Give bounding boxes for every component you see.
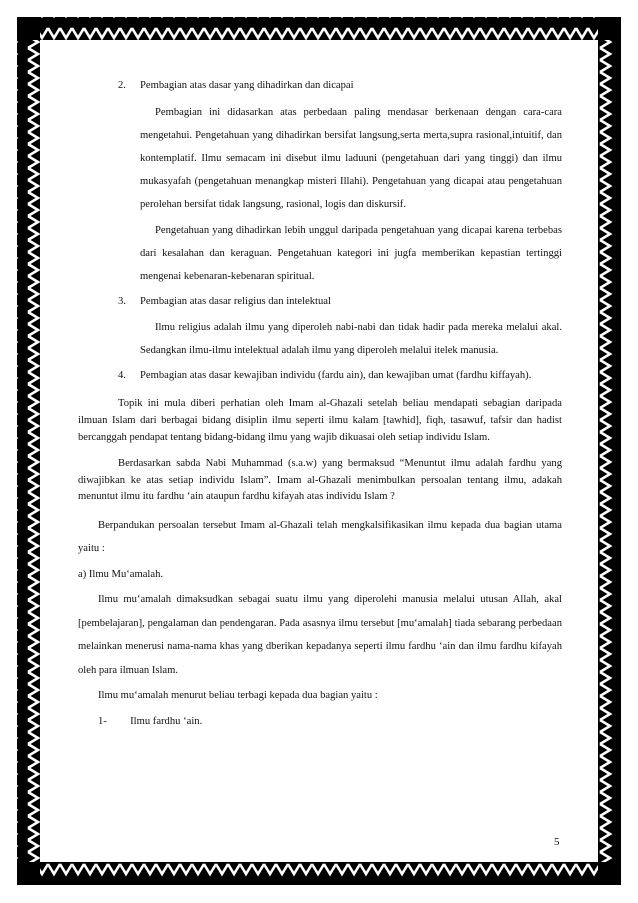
list-item-fardhu-ain (78, 710, 562, 734)
paragraph-topik: Topik ini mula diberi perhatian oleh Imam al-Ghazali setelah beliau mendapati sebagian daripada ilmuan Islam dari berbagai bidang disiplin ilmu seperti ilmu kalam [tawhid], fiqh, tasawuf, tafsir dan hadist bercanggah pendapat tentang bidang-bidang ilmu yang wajib dikuasai oleh setiap individu Islam. (78, 398, 562, 443)
paragraph: Pengetahuan yang dihadirkan lebih unggul daripada pengetahuan yang dicapai karena terbebas dari kesalahan dan keraguan. Pengetahuan kategori ini jugfa memberikan kepastian tertinggi mengenai kebenaran-kebenaran spiritual. (140, 225, 562, 282)
document-body (78, 74, 562, 733)
list-item-2 (78, 74, 562, 97)
list-item-title: Pembagian atas dasar yang dihadirkan dan dicapai (140, 80, 354, 91)
list-number: 2. (118, 80, 126, 91)
paragraph-muamalah: Ilmu mu‘amalah dimaksudkan sebagai suatu ilmu yang diperolehi manusia melalui utusan Allah, akal [pembelajaran], pengalaman dan pendengaran. Pada asasnya ilmu tersebut [mu‘amalah] tiada sebarang perbedaan melainkan menerusi nama-nama khas yang dberikan kepadanya seperti ilmu fardhu ‘ain dan ilmu fardhu kifayah oleh para ilmuan Islam. (78, 594, 562, 676)
paragraph-sabda: Berdasarkan sabda Nabi Muhammad (s.a.w) yang bermaksud “Menuntut ilmu adalah fardhu yang diwajibkan ke atas setiap individu Islam”. Imam al-Ghazali menimbulkan persoalan tentang ilmu, adakah menuntut ilmu itu fardhu ‘ain ataupun fardhu kifayah atas individu Islam ? (78, 458, 562, 502)
list-item-title: Pembagian atas dasar religius dan intelektual (140, 296, 331, 307)
list-item-3 (78, 290, 562, 313)
paragraph: Pembagian ini didasarkan atas perbedaan paling mendasar berkenaan dengan cara-cara mengetahui. Pengetahuan yang dihadirkan bersifat langsung,serta merta,supra rasional,intuitif, dan kontemplatif. Ilmu semacam ini disebut ilmu laduuni (pengetahuan dari yang tinggi) dan ilmu mukasyafah (pengetahuan menangkap misteri Illahi). Pengetahuan yang dicapai atau pengetahuan perolehan bersifat tidak langsung, rasional, logis dan diskursif. (140, 107, 562, 210)
paragraph: Ilmu religius adalah ilmu yang diperoleh nabi-nabi dan tidak hadir pada mereka melalui akal. Sedangkan ilmu-ilmu intelektual adalah ilmu yang diperoleh melalui itelek manusia. (140, 322, 562, 356)
list-item-title: Pembagian atas dasar kewajiban individu (fardu ain), dan kewajiban umat (fardhu kiffayah). (140, 370, 532, 381)
list-number: 3. (118, 296, 126, 307)
page-number: 5 (554, 836, 560, 848)
paragraph-berpandukan: Berpandukan persoalan tersebut Imam al-Ghazali telah mengkalsifikasikan ilmu kepada dua bagian utama yaitu : (78, 519, 562, 554)
subheading-muamalah: a) Ilmu Mu‘amalah. (78, 568, 164, 580)
list-item-4 (78, 364, 562, 387)
list-number: 4. (118, 370, 126, 381)
list-item-text: Ilmu fardhu ‘ain. (130, 715, 203, 727)
line-terbagi: Ilmu mu‘amalah menurut beliau terbagi kepada dua bagian yaitu : (98, 690, 378, 701)
list-number: 1- (98, 715, 107, 727)
